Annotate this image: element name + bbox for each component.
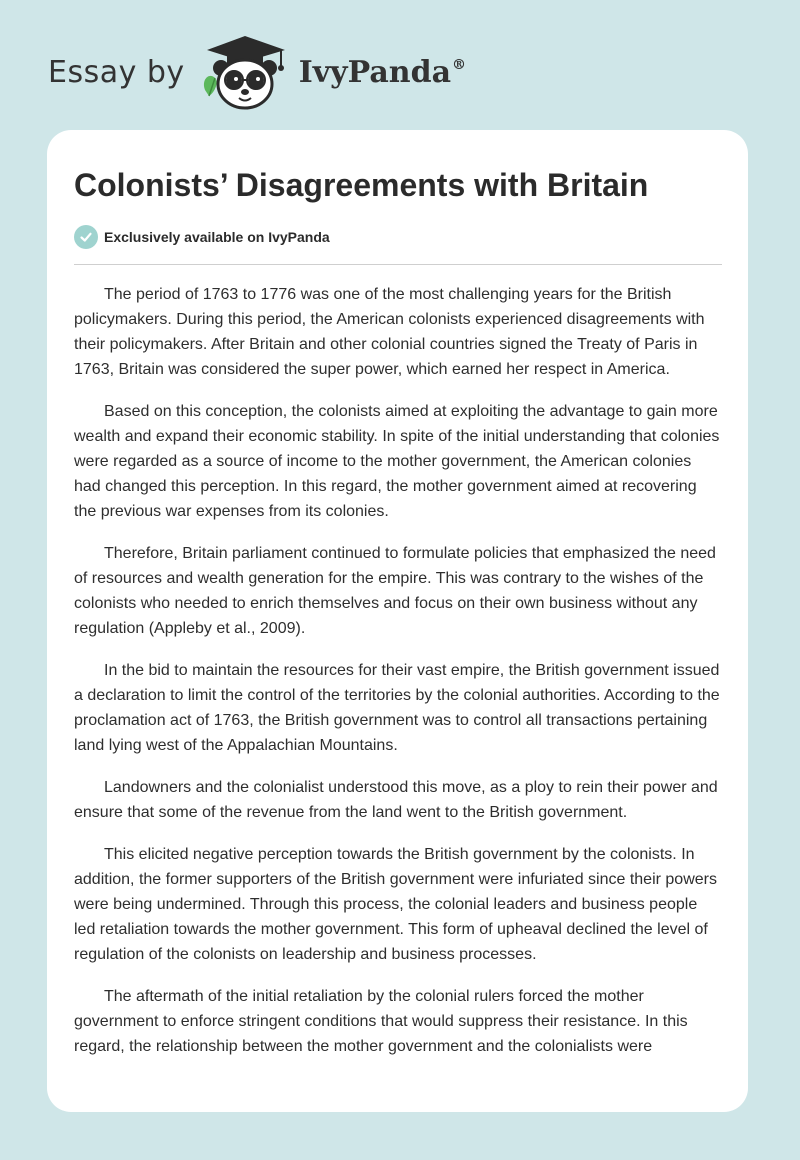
essay-paragraph: This elicited negative perception towards the British government by the colonists. In addition, the former supporters of the British government were infuriated since their powers were being undermined. Through this process, the colonial leaders and business people led retaliation towards the mother government. This form of upheaval declined the level of regulation of the colonists on leadership and business processes. [74,846,717,963]
panda-graduate-logo-icon[interactable] [199,32,291,112]
brand-name[interactable] [299,55,466,90]
essay-paragraph: Therefore, Britain parliament continued to formulate policies that emphasized the need of resources and wealth generation for the empire. This was contrary to the wishes of the colonists who needed to enrich themselves and focus on their own business without any regulation (Appleby et al., 2009). [74,545,716,637]
essay-paragraph: Landowners and the colonialist understood this move, as a ploy to rein their power and ensure that some of the revenue from the land went to the British government. [74,779,718,821]
registered-mark: ® [452,56,467,73]
exclusive-badge-text: Exclusively available on IvyPanda [104,229,330,245]
exclusive-badge [74,224,722,250]
essay-title: Colonists’ Disagreements with Britain [74,167,649,203]
divider [74,264,722,265]
essay-body [74,282,722,1059]
site-header [48,32,466,112]
checkmark-circle-icon [74,225,98,249]
essay-paragraph: The aftermath of the initial retaliation by the colonial rulers forced the mother government to enforce stringent conditions that would suppress their resistance. In this regard, the relationship between the mother government and the colonialists were [74,988,688,1055]
essay-paragraph: In the bid to maintain the resources for their vast empire, the British government issued a declaration to limit the control of the territories by the colonial authorities. According to the proclamation act of 1763, the British government was to control all transactions pertaining land lying west of the Appalachian Mountains. [74,662,720,754]
essay-paragraph: Based on this conception, the colonists aimed at exploiting the advantage to gain more wealth and expand their economic stability. In spite of the initial understanding that colonies were regarded as a source of income to the mother government, the American colonies had changed this perception. In this regard, the mother government aimed at recovering the previous war expenses from its colonies. [74,403,720,520]
essay-by-label: Essay by [48,54,185,90]
brand-text: IvyPanda [298,54,452,90]
essay-card [47,130,748,1112]
essay-paragraph: The period of 1763 to 1776 was one of the most challenging years for the British policymakers. During this period, the American colonists experienced disagreements with their policymakers. After Britain and other colonial countries signed the Treaty of Paris in 1763, Britain was considered the super power, which earned her respect in America. [74,286,705,378]
